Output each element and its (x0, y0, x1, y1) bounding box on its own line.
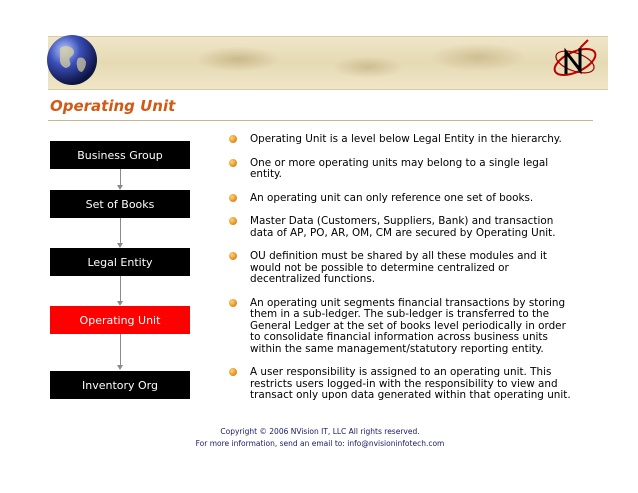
bullet-dot-icon (229, 159, 237, 167)
hierarchy-label: Legal Entity (87, 255, 153, 269)
bullet-dot-icon (229, 135, 237, 143)
connector-line (120, 276, 121, 302)
bullet-list (226, 134, 576, 414)
connector-line (120, 169, 121, 186)
hierarchy-label: Set of Books (85, 197, 155, 211)
globe-icon (46, 34, 98, 86)
connector-line (120, 218, 121, 244)
copyright-text: Copyright © 2006 NVision IT, LLC All rights reserved. (220, 427, 420, 436)
hierarchy-label: Business Group (77, 148, 163, 162)
hierarchy-box-inventory-org (50, 371, 190, 399)
hierarchy-label: Inventory Org (81, 378, 158, 392)
bullet-item: An operating unit can only reference one set of books. (226, 193, 576, 205)
page-title: Operating Unit (50, 97, 176, 115)
connector-line (120, 334, 121, 366)
hierarchy-label: Operating Unit (79, 313, 161, 327)
bullet-dot-icon (229, 368, 237, 376)
nvision-logo-icon (550, 30, 600, 90)
footer (170, 426, 470, 450)
connector-arrowhead (117, 365, 123, 370)
bullet-dot-icon (229, 299, 237, 307)
bullet-item: OU definition must be shared by all these modules and it would not be possible to determine centralized or decentralized functions. (226, 251, 576, 286)
hierarchy-box-legal-entity (50, 248, 190, 276)
bullet-item: Master Data (Customers, Suppliers, Bank) and transaction data of AP, PO, AR, OM, CM are secured by Operating Unit. (226, 216, 576, 239)
bullet-dot-icon (229, 217, 237, 225)
bullet-item: An operating unit segments financial transactions by storing them in a sub-ledger. The sub-ledger is transferred to the General Ledger at the set of books level periodically in order to consolidate financial information across business units within the same management/statutory reporting entity. (226, 298, 576, 356)
bullet-dot-icon (229, 194, 237, 202)
bullet-item: A user responsibility is assigned to an operating unit. This restricts users logged-in with the responsibility to view and transact only upon data generated within that operating unit. (226, 367, 576, 402)
contact-text: For more information, send an email to: info@nvisioninfotech.com (195, 439, 445, 448)
header-banner (48, 36, 608, 90)
bullet-item: One or more operating units may belong to a single legal entity. (226, 158, 576, 181)
title-divider (48, 120, 593, 121)
hierarchy-box-set-of-books (50, 190, 190, 218)
bullet-dot-icon (229, 252, 237, 260)
bullet-item: Operating Unit is a level below Legal Entity in the hierarchy. (226, 134, 576, 146)
hierarchy-box-business-group (50, 141, 190, 169)
hierarchy-box-operating-unit (50, 306, 190, 334)
